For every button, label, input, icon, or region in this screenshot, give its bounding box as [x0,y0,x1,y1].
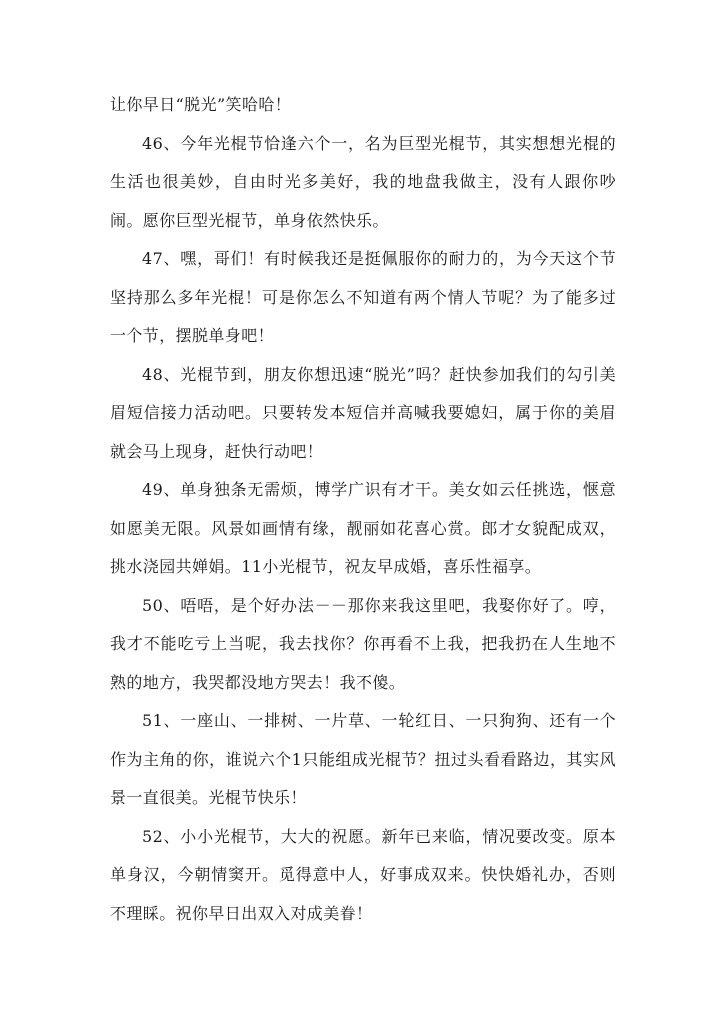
paragraph-52: 52、小小光棍节，大大的祝愿。新年已来临，情况要改变。原本单身汉，今朝情窦开。觅得意中人，好事成双来。快快婚礼办，否则不理睬。祝你早日出双入对成美眷！ [110,826,616,923]
document-body [110,86,616,933]
paragraph-47: 47、嘿，哥们！有时候我还是挺佩服你的耐力的，为今天这个节坚持那么多年光棍！可是你怎么不知道有两个情人节呢？为了能多过一个节，摆脱单身吧！ [110,249,616,345]
paragraph-46: 46、今年光棍节恰逢六个一，名为巨型光棍节，其实想想光棍的生活也很美妙，自由时光多美好，我的地盘我做主，没有人跟你吵闹。愿你巨型光棍节，单身依然快乐。 [110,133,616,230]
paragraph-48: 48、光棍节到，朋友你想迅速“脱光”吗？赶快参加我们的勾引美眉短信接力活动吧。只要转发本短信并高喊我要媳妇，属于你的美眉就会马上现身，赶快行动吧！ [110,364,616,461]
paragraph-50: 50、唔唔，是个好办法－－那你来我这里吧，我娶你好了。哼，我才不能吃亏上当呢，我去找你？你再看不上我，把我扔在人生地不熟的地方，我哭都没地方哭去！我不傻。 [110,595,616,692]
paragraph-49: 49、单身独条无需烦，博学广识有才干。美女如云任挑选，惬意如愿美无限。风景如画情有缘，靓丽如花喜心赏。郎才女貌配成双，挑水浇园共婵娟。11小光棍节，祝友早成婚，喜乐性福享。 [110,480,616,576]
paragraph-continuation: 让你早日“脱光”笑哈哈！ [110,95,292,114]
paragraph-51: 51、一座山、一排树、一片草、一轮红日、一只狗狗、还有一个作为主角的你，谁说六个1只能组成光棍节？扭过头看看路边，其实风景一直很美。光棍节快乐！ [110,711,616,807]
